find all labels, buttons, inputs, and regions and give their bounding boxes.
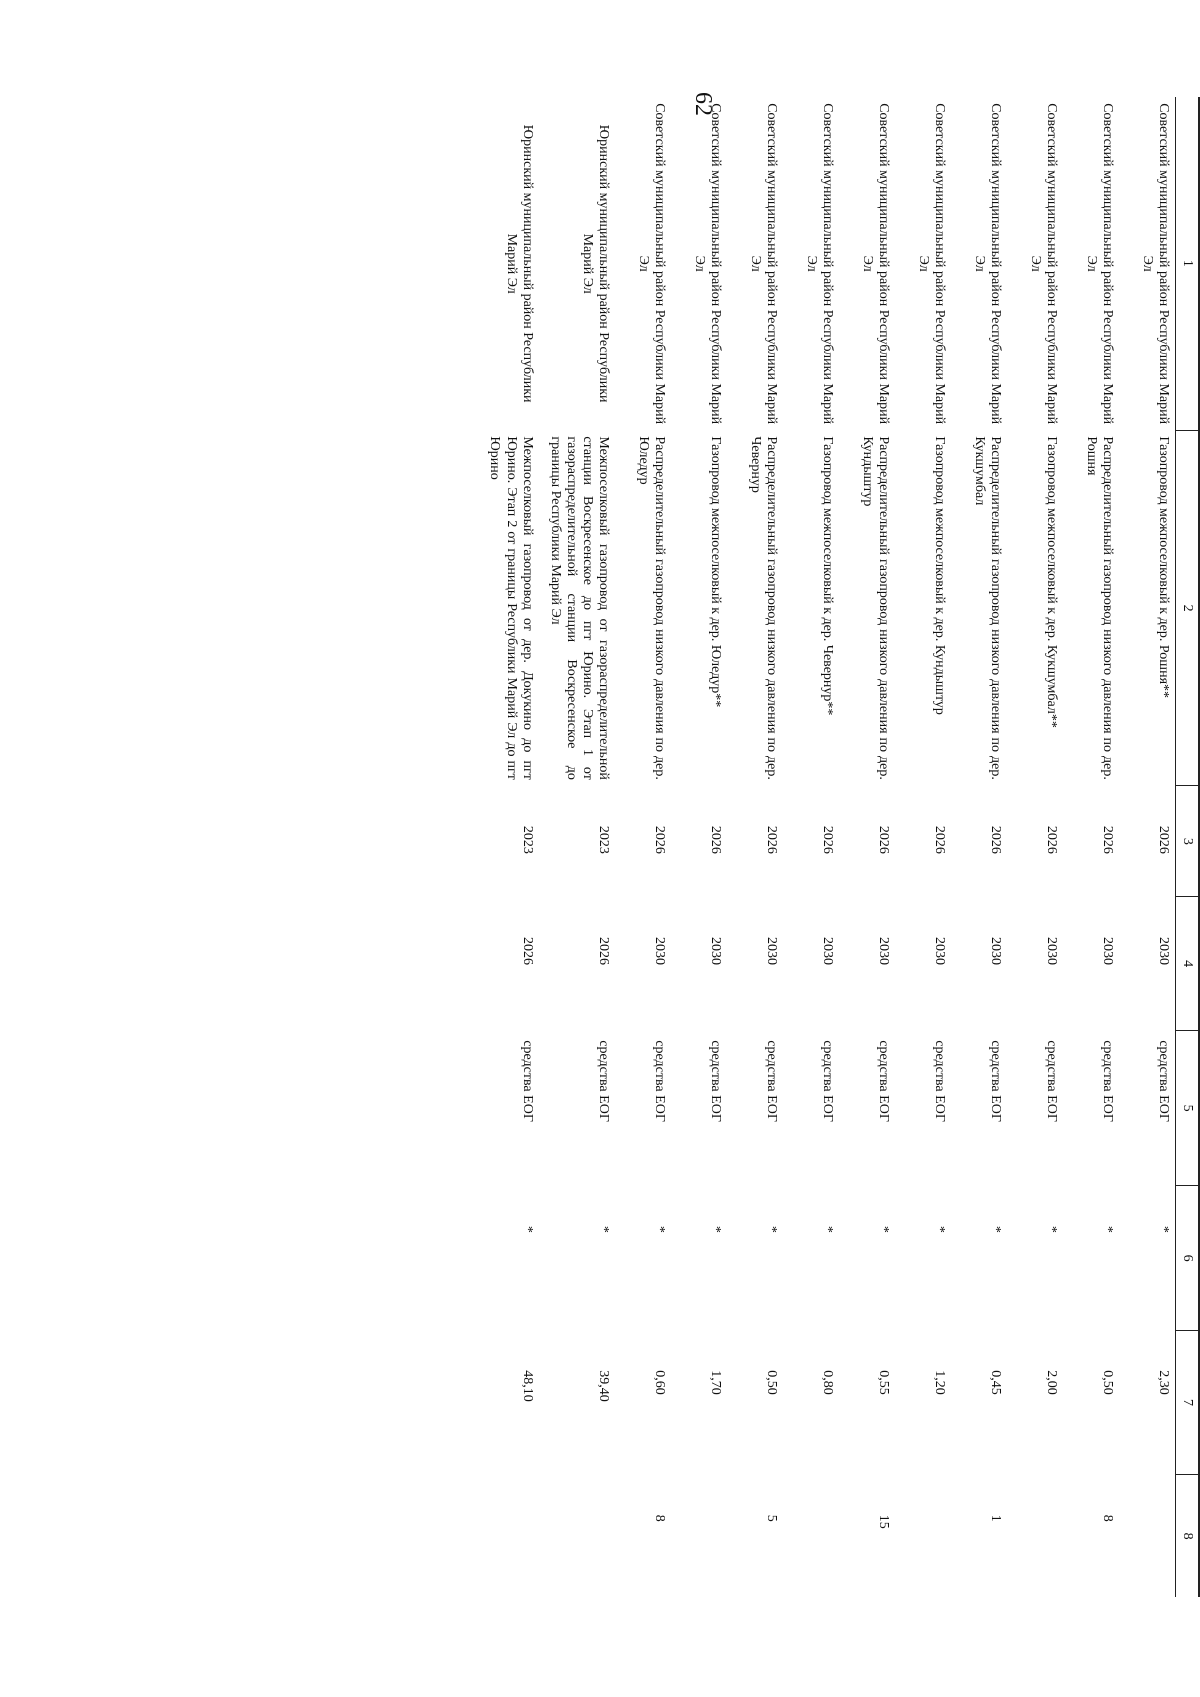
start-year-cell: 2023 <box>519 825 535 854</box>
mark-cell: * <box>820 1225 835 1233</box>
object-cell: Газопровод межпоселковый к дер. Юледур** <box>708 436 723 708</box>
column-number-row <box>1176 97 1200 1597</box>
table-row <box>539 97 615 1597</box>
table-row <box>1119 97 1176 1597</box>
mark-cell: * <box>596 1225 611 1233</box>
object-cell: Распределительный газопровод низкого давления по дер. Кукшумбал <box>971 436 1003 780</box>
count-cell: 8 <box>652 1514 667 1522</box>
start-year-cell: 2026 <box>820 825 835 854</box>
mark-cell: * <box>932 1225 947 1233</box>
start-year-cell: 2026 <box>1156 825 1171 854</box>
region-cell: Советский муниципальный район Республики Марий Эл <box>915 103 947 425</box>
funding-source-cell: средства ЕОГ <box>1156 1040 1171 1122</box>
table-row <box>783 97 839 1597</box>
count-cell <box>539 1475 615 1597</box>
end-year-cell: 2030 <box>932 936 947 965</box>
column-number: 6 <box>1176 1186 1200 1330</box>
count-cell <box>783 1475 839 1597</box>
mark-cell: * <box>708 1225 723 1233</box>
end-year-cell: 2030 <box>820 936 835 965</box>
length-cell: 39,40 <box>596 1370 611 1402</box>
length-cell: 48,10 <box>519 1370 535 1402</box>
funding-source-cell: средства ЕОГ <box>519 1040 535 1122</box>
funding-source-cell: средства ЕОГ <box>764 1040 779 1122</box>
funding-source-cell: средства ЕОГ <box>596 1040 611 1122</box>
region-cell: Советский муниципальный район Республики Марий Эл <box>971 103 1003 425</box>
end-year-cell: 2030 <box>1156 936 1171 965</box>
region-cell: Советский муниципальный район Республики Марий Эл <box>635 103 667 425</box>
column-number: 8 <box>1176 1475 1200 1597</box>
start-year-cell: 2026 <box>1100 825 1115 854</box>
region-cell: Советский муниципальный район Республики Марий Эл <box>1027 103 1059 425</box>
count-cell: 15 <box>876 1514 891 1529</box>
length-cell: 0,55 <box>876 1370 891 1395</box>
count-cell: 5 <box>764 1514 779 1522</box>
mark-cell: * <box>519 1225 535 1233</box>
start-year-cell: 2026 <box>1044 825 1059 854</box>
funding-source-cell: средства ЕОГ <box>708 1040 723 1122</box>
column-number: 4 <box>1176 897 1200 1030</box>
table-body <box>478 97 1175 1597</box>
region-cell: Советский муниципальный район Республики Марий Эл <box>1083 103 1115 425</box>
column-number: 1 <box>1176 97 1200 430</box>
table-row <box>1063 97 1119 1597</box>
funding-source-cell: средства ЕОГ <box>1100 1040 1115 1122</box>
end-year-cell: 2030 <box>764 936 779 965</box>
length-cell: 0,60 <box>652 1370 667 1395</box>
end-year-cell: 2030 <box>652 936 667 965</box>
object-cell: Газопровод межпоселковый к дер. Чевернур** <box>820 436 835 716</box>
end-year-cell: 2026 <box>596 936 611 965</box>
length-cell: 0,50 <box>764 1370 779 1395</box>
start-year-cell: 2026 <box>764 825 779 854</box>
end-year-cell: 2030 <box>876 936 891 965</box>
object-cell: Распределительный газопровод низкого давления по дер. Юледур <box>635 436 667 780</box>
page-number: 62 <box>690 92 716 116</box>
column-number: 2 <box>1176 430 1200 786</box>
table-row <box>839 97 895 1597</box>
end-year-cell: 2030 <box>1044 936 1059 965</box>
object-cell: Газопровод межпоселковый к дер. Рошня** <box>1156 436 1171 699</box>
table-row <box>1007 97 1063 1597</box>
length-cell: 1,20 <box>932 1370 947 1395</box>
region-cell: Юринский муниципальный район Республики Марий Эл <box>503 124 535 403</box>
mark-cell: * <box>1156 1225 1171 1233</box>
length-cell: 1,70 <box>708 1370 723 1395</box>
length-cell: 0,45 <box>988 1370 1003 1395</box>
count-cell <box>1119 1475 1176 1597</box>
object-cell: Распределительный газопровод низкого давления по дер. Чевернур <box>747 436 779 780</box>
region-cell: Советский муниципальный район Республики Марий Эл <box>1139 103 1171 425</box>
start-year-cell: 2023 <box>596 825 611 854</box>
count-cell: 8 <box>1100 1514 1115 1522</box>
column-number: 5 <box>1176 1030 1200 1186</box>
length-cell: 0,50 <box>1100 1370 1115 1395</box>
funding-source-cell: средства ЕОГ <box>988 1040 1003 1122</box>
length-cell: 0,80 <box>820 1370 835 1395</box>
start-year-cell: 2026 <box>876 825 891 854</box>
region-cell: Советский муниципальный район Республики Марий Эл <box>803 103 835 425</box>
object-cell: Газопровод межпоселковый к дер. Кукшумбал** <box>1044 436 1059 728</box>
length-cell: 2,30 <box>1156 1370 1171 1395</box>
object-cell: Газопровод межпоселковый к дер. Кундыштур <box>932 436 947 715</box>
count-cell <box>478 1475 538 1597</box>
table-row <box>478 97 538 1597</box>
count-cell <box>895 1475 951 1597</box>
mark-cell: * <box>764 1225 779 1233</box>
mark-cell: * <box>652 1225 667 1233</box>
start-year-cell: 2026 <box>652 825 667 854</box>
table-row <box>951 97 1007 1597</box>
object-cell: Распределительный газопровод низкого давления по дер. Кундыштур <box>859 436 891 780</box>
mark-cell: * <box>988 1225 1003 1233</box>
start-year-cell: 2026 <box>988 825 1003 854</box>
table-row <box>727 97 783 1597</box>
funding-source-cell: средства ЕОГ <box>820 1040 835 1122</box>
rotated-table-wrapper <box>200 97 1200 1597</box>
funding-source-cell: средства ЕОГ <box>1044 1040 1059 1122</box>
count-cell <box>671 1475 727 1597</box>
region-cell: Советский муниципальный район Республики Марий Эл <box>691 103 723 425</box>
end-year-cell: 2030 <box>708 936 723 965</box>
region-cell: Юринский муниципальный район Республики Марий Эл <box>579 124 611 403</box>
funding-source-cell: средства ЕОГ <box>652 1040 667 1122</box>
object-cell: Распределительный газопровод низкого давления по дер. Рошня <box>1083 436 1115 780</box>
table-row <box>615 97 671 1597</box>
count-cell: 1 <box>988 1514 1003 1522</box>
table-row <box>895 97 951 1597</box>
object-cell: Межпоселковый газопровод от дер. Докукино до пгт Юрино. Этап 2 от границы Республики Марий Эл до пгт Юрино <box>487 436 535 780</box>
column-number: 3 <box>1176 786 1200 897</box>
column-number: 7 <box>1176 1330 1200 1474</box>
end-year-cell: 2026 <box>519 936 535 965</box>
object-cell: Межпоселковый газопровод от газораспределительной станции Воскресенское до пгт Юрино. Этап 1 от газораспределительной станции Воскресенское до границы Республики Марий Эл <box>547 436 611 780</box>
funding-source-cell: средства ЕОГ <box>876 1040 891 1122</box>
table-row <box>671 97 727 1597</box>
end-year-cell: 2030 <box>1100 936 1115 965</box>
mark-cell: * <box>876 1225 891 1233</box>
gas-pipeline-table <box>478 97 1200 1597</box>
mark-cell: * <box>1100 1225 1115 1233</box>
count-cell <box>1007 1475 1063 1597</box>
mark-cell: * <box>1044 1225 1059 1233</box>
end-year-cell: 2030 <box>988 936 1003 965</box>
region-cell: Советский муниципальный район Республики Марий Эл <box>747 103 779 425</box>
start-year-cell: 2026 <box>708 825 723 854</box>
length-cell: 2,00 <box>1044 1370 1059 1395</box>
start-year-cell: 2026 <box>932 825 947 854</box>
funding-source-cell: средства ЕОГ <box>932 1040 947 1122</box>
region-cell: Советский муниципальный район Республики Марий Эл <box>859 103 891 425</box>
